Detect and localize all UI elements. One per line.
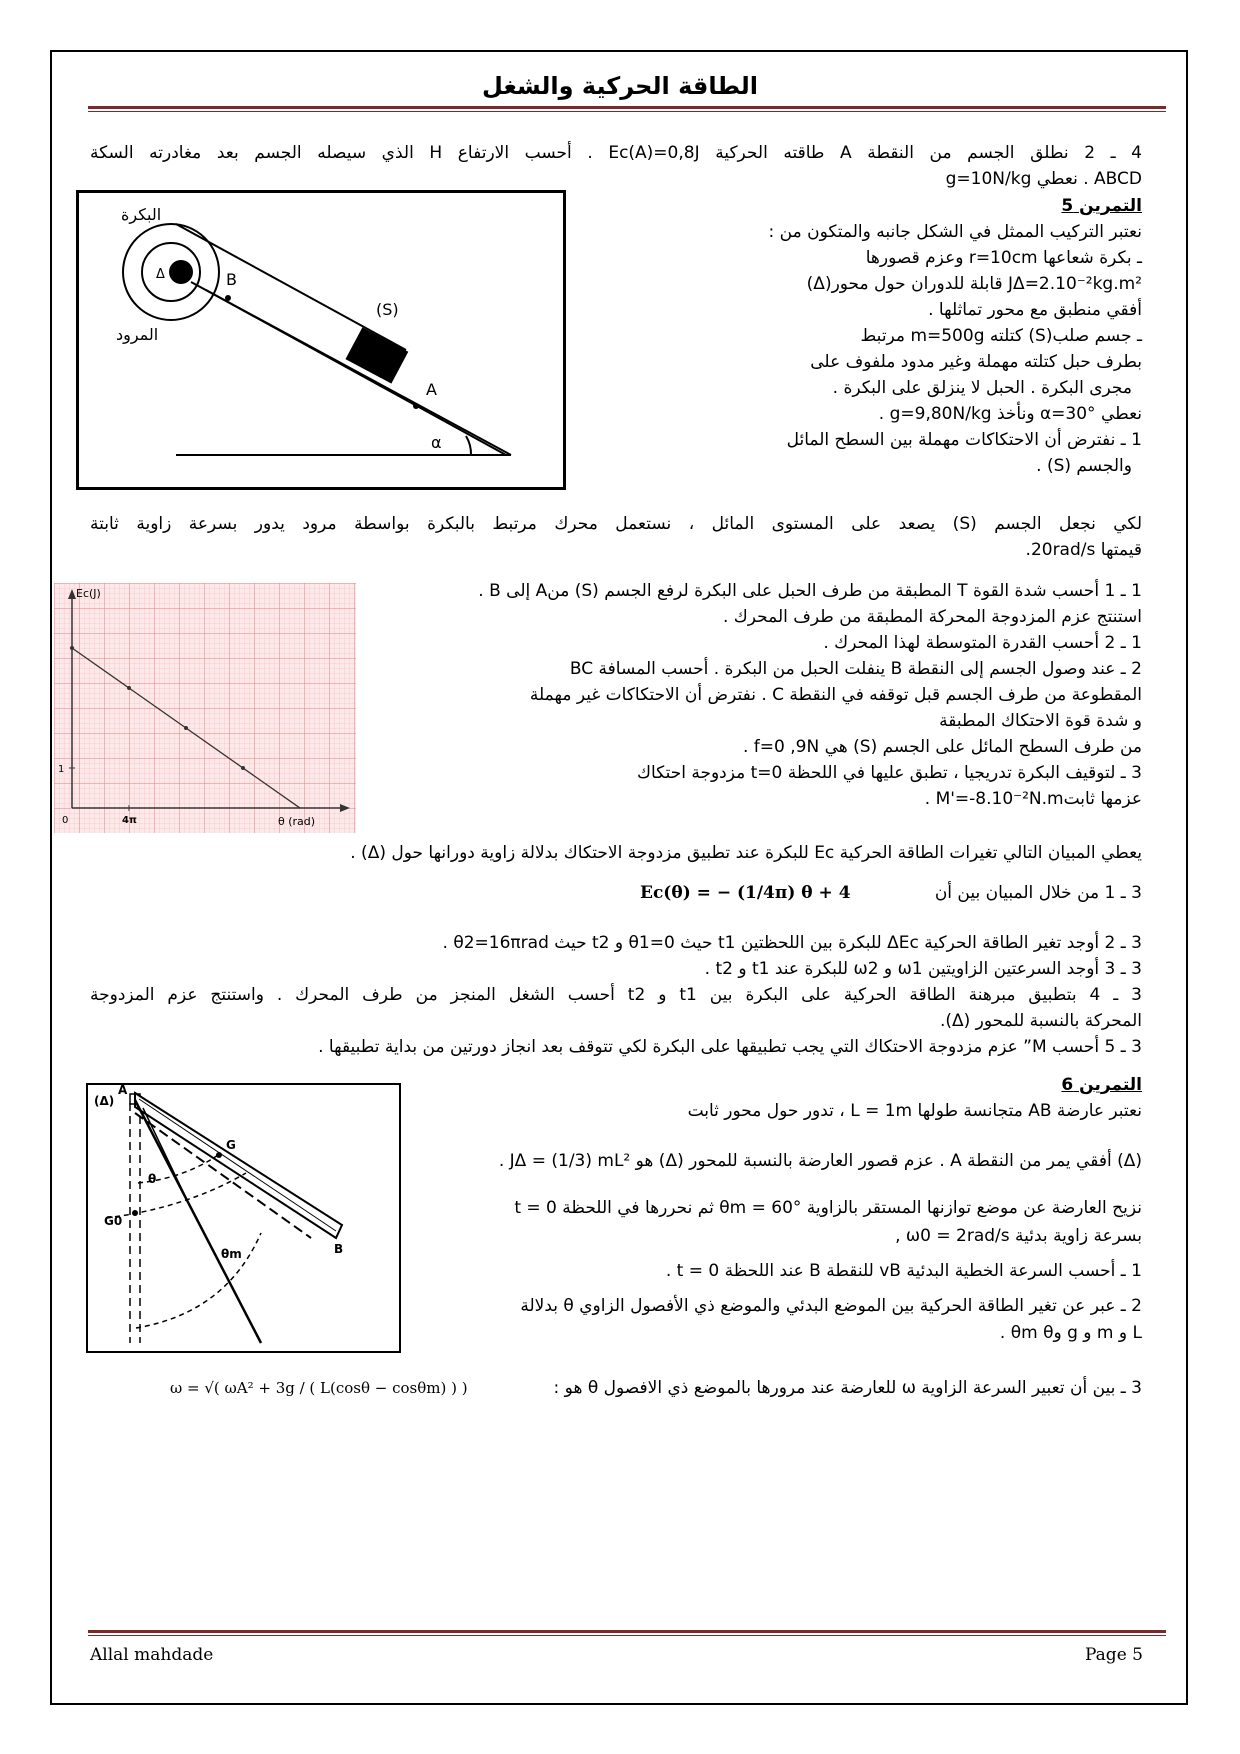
theta-label: θ <box>148 1172 157 1186</box>
text-line: قيمتها 20rad/s. <box>1025 540 1142 560</box>
text-line: JΔ=2.10⁻²kg.m² قابلة للدوران حول محور(Δ) <box>806 274 1142 294</box>
footer-page: Page 5 <box>1085 1645 1143 1665</box>
x-axis-label: θ (rad) <box>278 815 316 828</box>
B-label: B <box>226 270 237 289</box>
text-line: المحركة بالنسبة للمحور (Δ). <box>939 1011 1142 1031</box>
pulley-label: البكرة <box>121 205 162 224</box>
ec-graph <box>54 583 356 833</box>
text-line: 3 ـ بين أن تعبير السرعة الزاوية ω للعارضة عند مرورها بالموضع ذي الافصول θ هو : <box>553 1378 1142 1398</box>
pulley-axle <box>169 260 193 284</box>
text-line: ـ جسم صلب(S) كتلته m=500g مرتبط <box>860 326 1142 346</box>
text-line: والجسم (S) . <box>1036 456 1132 476</box>
point-G <box>216 1152 222 1158</box>
point-B <box>225 295 231 301</box>
delta-label: (Δ) <box>94 1094 115 1108</box>
footer-author: Allal mahdade <box>90 1645 214 1665</box>
thetam-label: θm <box>221 1247 242 1261</box>
text-line: 2 ـ عبر عن تغير الطاقة الحركية بين الموضع البدئي والموضع ذي الأفصول الزاوي θ بدلالة <box>520 1296 1142 1316</box>
text-line: 1 ـ نفترض أن الاحتكاكات مهملة بين السطح المائل <box>786 430 1142 450</box>
ec-point <box>184 726 188 730</box>
origin-label: 0 <box>62 815 69 826</box>
text-line: (Δ) أفقي يمر من النقطة A . عزم قصور العارضة بالنسبة للمحور (Δ) هو JΔ = (1/3) mL² . <box>498 1151 1142 1171</box>
delta-label: Δ <box>156 267 165 282</box>
page-title: الطاقة الحركية والشغل <box>482 72 758 100</box>
text-line: ـ بكرة شعاعها r=10cm وعزم قصورها <box>865 248 1142 268</box>
S-label: (S) <box>376 300 399 319</box>
text-line: نعتبر التركيب الممثل في الشكل جانبه والمتكون من : <box>768 222 1142 242</box>
pulley-figure <box>76 190 566 490</box>
exercise-6-heading: التمرين 6 <box>1061 1075 1142 1095</box>
text-line: نعتبر عارضة AB متجانسة طولها L = 1m ، تدور حول محور ثابت <box>687 1101 1142 1121</box>
text-line: 3 ـ 3 أوجد السرعتين الزاويتين ω1 و ω2 للبكرة عند t1 و t2 . <box>704 959 1142 979</box>
title-rule <box>88 106 1166 109</box>
footer-rule <box>88 1630 1166 1633</box>
text-line: 3 ـ 1 من خلال المبيان بين أن <box>934 883 1142 903</box>
ec-point <box>70 646 74 650</box>
text-line: المقطوعة من طرف الجسم قبل توقفه في النقطة C . نفترض أن الاحتكاكات غير مهملة <box>529 685 1142 705</box>
text-line: ABCD . نعطي g=10N/kg <box>945 169 1142 189</box>
ec-point <box>241 766 245 770</box>
text-line: نزيح العارضة عن موضع توازنها المستقر بالزاوية θm = 60° ثم نحررها في اللحظة t = 0 <box>514 1198 1142 1218</box>
G-label: G <box>226 1138 236 1152</box>
footer-rule-thin <box>88 1635 1166 1636</box>
bar-figure <box>86 1083 401 1353</box>
G0-label: G0 <box>104 1214 123 1228</box>
text-line: 1 ـ أحسب السرعة الخطية البدئية vB للنقطة B عند اللحظة t = 0 . <box>665 1261 1142 1281</box>
B-label: B <box>334 1242 344 1256</box>
formula-omega: ω = √( ωA² + 3g / ( L(cosθ − cosθm) ) ) <box>170 1379 468 1397</box>
point-G0 <box>132 1210 138 1216</box>
text-line: مجرى البكرة . الحبل لا ينزلق على البكرة . <box>832 378 1132 398</box>
text-line: L و m و g وθm θ . <box>999 1323 1142 1343</box>
point-A <box>413 403 419 409</box>
text-line: استنتج عزم المزدوجة المحركة المطبقة من طرف المحرك . <box>722 607 1142 627</box>
text-line: 1 ـ 2 أحسب القدرة المتوسطة لهذا المحرك . <box>823 633 1142 653</box>
text-line: بسرعة زاوية بدئية ω0 = 2rad/s , <box>895 1226 1142 1246</box>
text-line: 2 ـ عند وصول الجسم إلى النقطة B ينفلت الحبل من البكرة . أحسب المسافة BC <box>569 659 1142 679</box>
text-line: 1 ـ 1 أحسب شدة القوة T المطبقة من طرف الحبل على البكرة لرفع الجسم (S) منA إلى B . <box>478 581 1142 601</box>
text-line: و شدة قوة الاحتكاك المطبقة <box>939 711 1142 731</box>
rod-label: المرود <box>116 325 159 344</box>
exercise-5-heading: التمرين 5 <box>1061 196 1142 216</box>
text-line: 3 ـ 5 أحسب M” عزم مزدوجة الاحتكاك التي يجب تطبيقها على البكرة لكي تتوقف بعد انجاز دورتين من بداية تطبيقها . <box>318 1037 1142 1057</box>
formula-ec: Ec(θ) = − (1/4π) θ + 4 <box>640 883 851 903</box>
y-tick-label: 1 <box>58 764 65 775</box>
text-line: نعطي α=30° ونأخذ g=9,80N/kg . <box>878 404 1142 424</box>
text-line: 3 ـ 4 بتطبيق مبرهنة الطاقة الحركية على البكرة بين t1 و t2 أحسب الشغل المنجز من طرف المحرك . واستنتج عزم المزدوجة <box>90 985 1142 1005</box>
graph-grid <box>54 583 356 833</box>
text-line: يعطي المبيان التالي تغيرات الطاقة الحركية Ec للبكرة عند تطبيق مزدوجة الاحتكاك بدلالة زاوية دورانها حول (Δ) . <box>350 843 1142 863</box>
text-line: 4 ـ 2 نطلق الجسم من النقطة A طاقته الحركية Ec(A)=0,8J . أحسب الارتفاع H الذي سيصله الجسم بعد مغادرته السكة <box>90 143 1142 163</box>
A-label: A <box>426 380 437 399</box>
text-line: من طرف السطح المائل على الجسم (S) هي f=0 ,9N . <box>742 737 1142 757</box>
alpha-label: α <box>431 433 442 452</box>
text-line: لكي نجعل الجسم (S) يصعد على المستوى المائل ، نستعمل محرك مرتبط بالبكرة بواسطة مرود يدور بسرعة زاوية ثابتة <box>90 514 1143 534</box>
x-tick-label: 4π <box>122 815 137 826</box>
text-line: عزمها ثابتM'=-8.10⁻²N.m . <box>924 789 1142 809</box>
title-rule-thin <box>88 111 1166 112</box>
y-axis-label: Ec(J) <box>76 587 101 600</box>
text-line: بطرف حبل كتلته مهملة وغير مدود ملفوف على <box>810 352 1142 372</box>
text-line: 3 ـ لتوقيف البكرة تدريجيا ، تطبق عليها في اللحظة t=0 مزدوجة احتكاك <box>636 763 1142 783</box>
ec-point <box>127 686 131 690</box>
text-line: أفقي منطبق مع محور تماثلها . <box>928 300 1142 320</box>
text-line: 3 ـ 2 أوجد تغير الطاقة الحركية ΔEc للبكرة بين اللحظتين t1 حيث θ1=0 و t2 حيث θ2=16πrad . <box>442 933 1142 953</box>
A-label: A <box>118 1083 128 1097</box>
